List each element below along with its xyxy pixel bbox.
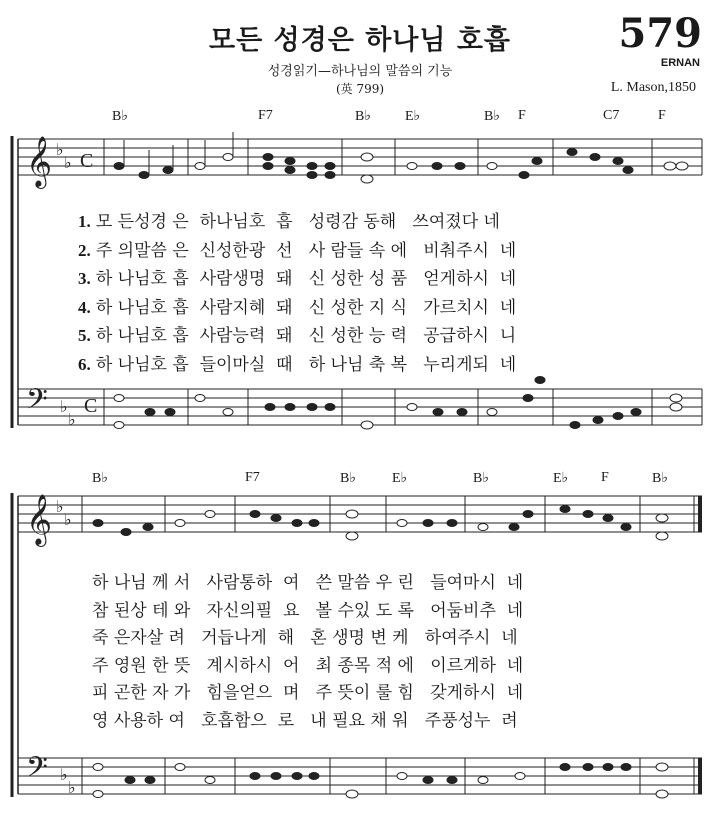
flat-icon: ♭ xyxy=(68,778,76,797)
chord-symbol: E♭ xyxy=(553,471,569,486)
chord-symbol: B♭ xyxy=(355,109,371,124)
chord-symbol: C7 xyxy=(603,108,620,123)
lyric-text: 하 나님호 흡 사람지혜 돼 신 성한 지 식 가르치시 네 xyxy=(95,297,517,318)
chord-symbol: B♭ xyxy=(92,471,108,486)
bass-staff-2 xyxy=(18,758,702,794)
chord-symbol: B♭ xyxy=(473,471,489,486)
verse-number: 6. xyxy=(78,354,91,374)
treble-staff-2 xyxy=(18,496,702,532)
chord-symbol: E♭ xyxy=(405,109,421,124)
lyric-text: 주 영원 한 뜻 계시하시 어 최 종목 적 에 이르게하 네 xyxy=(92,655,524,676)
verse-number: 4. xyxy=(78,297,91,317)
verse-number: 1. xyxy=(78,212,91,231)
flat-icon: ♭ xyxy=(56,140,64,159)
lyric-text: 모 든성경 은 하나님호 흡 성령감 동해 쓰여졌다 네 xyxy=(95,212,500,232)
chord-symbol: E♭ xyxy=(392,471,408,486)
chord-symbol: F xyxy=(658,108,666,123)
tune-name: ERNAN xyxy=(660,57,700,69)
flat-icon: ♭ xyxy=(64,510,72,529)
flat-icon: ♭ xyxy=(60,765,68,784)
chord-symbol: B♭ xyxy=(112,109,128,124)
lyric-text: 하 나님 께 서 사람통하 여 쓴 말씀 우 린 들여마시 네 xyxy=(92,573,524,593)
lyric-text: 하 나님호 흡 사람생명 돼 신 성한 성 품 얻게하시 네 xyxy=(95,269,517,289)
flat-icon: ♭ xyxy=(68,410,76,429)
chord-symbol: B♭ xyxy=(652,471,668,486)
flat-icon: ♭ xyxy=(60,397,68,416)
verse-number: 3. xyxy=(78,269,91,288)
treble-clef-icon: 𝄞 xyxy=(26,494,53,545)
lyric-text: 하 나님호 흡 들이마실 때 하 나님 축 복 누리게되 네 xyxy=(95,354,517,375)
common-time-icon: C xyxy=(84,395,98,417)
verse-number: 2. xyxy=(78,240,91,260)
lyric-text: 참 된상 테 와 자신의필 요 볼 수있 도 록 어둠비추 네 xyxy=(92,600,524,621)
english-reference: (英 799) xyxy=(335,82,385,96)
common-time-icon: C xyxy=(80,150,94,172)
bass-clef-icon: 𝄢 xyxy=(26,751,48,791)
chord-symbol: F xyxy=(518,108,526,123)
lyric-text: 주 의말씀 은 신성한광 선 사 람들 속 에 비춰주시 네 xyxy=(95,240,517,261)
lyric-text: 영 사용하 여 호흡함으 로 내 필요 채 워 주풍성누 려 xyxy=(92,710,518,731)
flat-icon: ♭ xyxy=(64,153,72,172)
chord-symbol: B♭ xyxy=(340,471,356,486)
treble-clef-icon: 𝄞 xyxy=(26,136,53,187)
hymn-number: 579 xyxy=(618,10,702,57)
hymn-subtitle: 성경읽기—하나님의 말씀의 기능 xyxy=(267,64,453,79)
composer-credit: L. Mason,1850 xyxy=(610,80,696,95)
verse-number: 5. xyxy=(78,326,91,345)
lyric-text: 하 나님호 흡 사람능력 돼 신 성한 능 력 공급하시 니 xyxy=(95,326,517,346)
flat-icon: ♭ xyxy=(56,497,64,516)
lyric-text: 죽 은자살 려 거듭나게 해 혼 생명 변 케 하여주시 네 xyxy=(92,628,518,648)
chord-symbol: F7 xyxy=(258,108,273,123)
hymn-title: 모든 성경은 하나님 호흡 xyxy=(208,25,512,56)
bass-clef-icon: 𝄢 xyxy=(26,383,48,423)
chord-symbol: F xyxy=(601,470,609,485)
lyric-text: 피 곤한 자 가 힘을얻으 며 주 뜻이 룰 힘 갖게하시 네 xyxy=(92,683,524,703)
chord-symbol: B♭ xyxy=(484,109,500,124)
chord-symbol: F7 xyxy=(245,470,260,485)
